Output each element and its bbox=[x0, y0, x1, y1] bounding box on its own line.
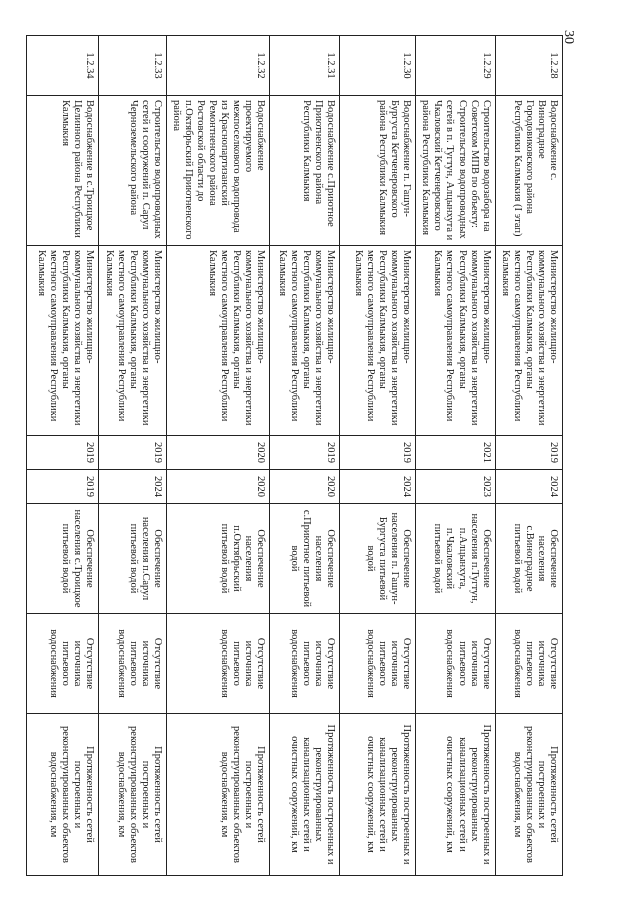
executor: Министерство жилищно-коммунального хозяйства и энергетики Республики Калмыкия, органы местного самоуправления Республики Калмыкия bbox=[340, 246, 416, 436]
start-year: 2019 bbox=[27, 436, 99, 470]
problem: Отсутствие источника питьевого водоснабжения bbox=[416, 614, 495, 714]
indicator: Протяженность построенных и реконструированных канализационных сетей и очистных сооружений, км bbox=[270, 714, 340, 876]
start-year: 2019 bbox=[495, 436, 562, 470]
start-year: 2019 bbox=[99, 436, 166, 470]
executor: Министерство жилищно-коммунального хозяйства и энергетики Республики Калмыкия, органы местного самоуправления Республики Калмыкия bbox=[270, 246, 340, 436]
end-year: 2024 bbox=[495, 470, 562, 504]
row-number: 1.2.32 bbox=[166, 36, 270, 96]
row-number: 1.2.34 bbox=[27, 36, 99, 96]
measure-name: Водоснабжение проектируемого межпоселкового водопровода из Краснопартизанский Ремонтненского района Ростовской области до п.Октябрьский Приютненского района bbox=[166, 96, 270, 246]
row-number: 1.2.33 bbox=[99, 36, 166, 96]
problem: Отсутствие источника питьевого водоснабжения bbox=[27, 614, 99, 714]
indicator: Протяженность построенных и реконструированных канализационных сетей и очистных сооружений, км bbox=[340, 714, 416, 876]
row-number: 1.2.29 bbox=[416, 36, 495, 96]
expected-result: Обеспечение населения п.Октябрьский питьевой водой bbox=[166, 504, 270, 614]
executor: Министерство жилищно-коммунального хозяйства и энергетики Республики Калмыкия, органы местного самоуправления Республики Калмыкия bbox=[27, 246, 99, 436]
end-year: 2020 bbox=[166, 470, 270, 504]
end-year: 2024 bbox=[340, 470, 416, 504]
end-year: 2024 bbox=[99, 470, 166, 504]
expected-result: Обеспечение населения с.Приютное питьевой водой bbox=[270, 504, 340, 614]
indicator: Протяженность построенных и реконструированных канализационных сетей и очистных сооружений, км bbox=[416, 714, 495, 876]
table-row bbox=[340, 36, 416, 876]
executor: Министерство жилищно-коммунального хозяйства и энергетики Республики Калмыкия, органы местного самоуправления Республики Калмыкия bbox=[495, 246, 562, 436]
executor: Министерство жилищно-коммунального хозяйства и энергетики Республики Калмыкия, органы местного самоуправления Республики Калмыкия bbox=[416, 246, 495, 436]
problem: Отсутствие источника питьевого водоснабжения bbox=[495, 614, 562, 714]
measure-name: Строительство водопроводных сетей и сооружений п. Сарул Черноземельского района bbox=[99, 96, 166, 246]
rotated-table-container bbox=[36, 35, 563, 875]
expected-result: Обеспечение населения с.Троицкое питьевой водой bbox=[27, 504, 99, 614]
indicator: Протяженность сетей построенных и реконструированных объектов водоснабжения, км bbox=[495, 714, 562, 876]
end-year: 2020 bbox=[270, 470, 340, 504]
table-row bbox=[27, 36, 99, 876]
executor: Министерство жилищно-коммунального хозяйства и энергетики Республики Калмыкия, органы местного самоуправления Республики Калмыкия bbox=[99, 246, 166, 436]
measure-name: Водоснабжение с. Виноградное Городовиковского района Республики Калмыкия (I этап) bbox=[495, 96, 562, 246]
expected-result: Обеспечение населения п.Тугтун, п.Алцынхута, п.Чкаловский питьевой водой bbox=[416, 504, 495, 614]
table-row bbox=[270, 36, 340, 876]
start-year: 2021 bbox=[416, 436, 495, 470]
measure-name: Водоснабжение с.Приютное Приютненского района Республики Калмыкия bbox=[270, 96, 340, 246]
problem: Отсутствие источника питьевого водоснабжения bbox=[166, 614, 270, 714]
problem: Отсутствие источника питьевого водоснабжения bbox=[270, 614, 340, 714]
indicator: Протяженность сетей построенных и реконструированных объектов водоснабжения, км bbox=[99, 714, 166, 876]
expected-result: Обеспечение населения п. Гашун-Бургуста питьевой водой bbox=[340, 504, 416, 614]
problem: Отсутствие источника питьевого водоснабжения bbox=[99, 614, 166, 714]
table-row bbox=[416, 36, 495, 876]
problem: Отсутствие источника питьевого водоснабжения bbox=[340, 614, 416, 714]
indicator: Протяженность сетей построенных и реконструированных объектов водоснабжения, км bbox=[27, 714, 99, 876]
table-row bbox=[166, 36, 270, 876]
start-year: 2019 bbox=[340, 436, 416, 470]
measure-name: Строительство водозабора на Советском МПВ по объекту: Строительство водопроводных сетей в п. Тугтун, Алцынхута и Чкаловский Кетченеровского района Республики Калмыкия bbox=[416, 96, 495, 246]
table-row bbox=[99, 36, 166, 876]
end-year: 2019 bbox=[27, 470, 99, 504]
indicator: Протяженность сетей построенных и реконструированных объектов водоснабжения, км bbox=[166, 714, 270, 876]
row-number: 1.2.28 bbox=[495, 36, 562, 96]
expected-result: Обеспечение населения с.Виноградное питьевой водой bbox=[495, 504, 562, 614]
end-year: 2023 bbox=[416, 470, 495, 504]
table-row bbox=[495, 36, 562, 876]
expected-result: Обеспечение населения п.Сарул питьевой водой bbox=[99, 504, 166, 614]
row-number: 1.2.31 bbox=[270, 36, 340, 96]
row-number: 1.2.30 bbox=[340, 36, 416, 96]
measure-name: Водоснабжение п. Гашун-Бургуста Кетченеровского района Республики Калмыкия bbox=[340, 96, 416, 246]
start-year: 2019 bbox=[270, 436, 340, 470]
page-number: 30 bbox=[561, 30, 576, 44]
measure-name: Водоснабжение в с.Троицкое Целинного района Республики Калмыкия bbox=[27, 96, 99, 246]
table-body bbox=[27, 36, 563, 876]
start-year: 2020 bbox=[166, 436, 270, 470]
executor: Министерство жилищно-коммунального хозяйства и энергетики Республики Калмыкия, органы местного самоуправления Республики Калмыкия bbox=[166, 246, 270, 436]
measures-table bbox=[27, 35, 564, 876]
